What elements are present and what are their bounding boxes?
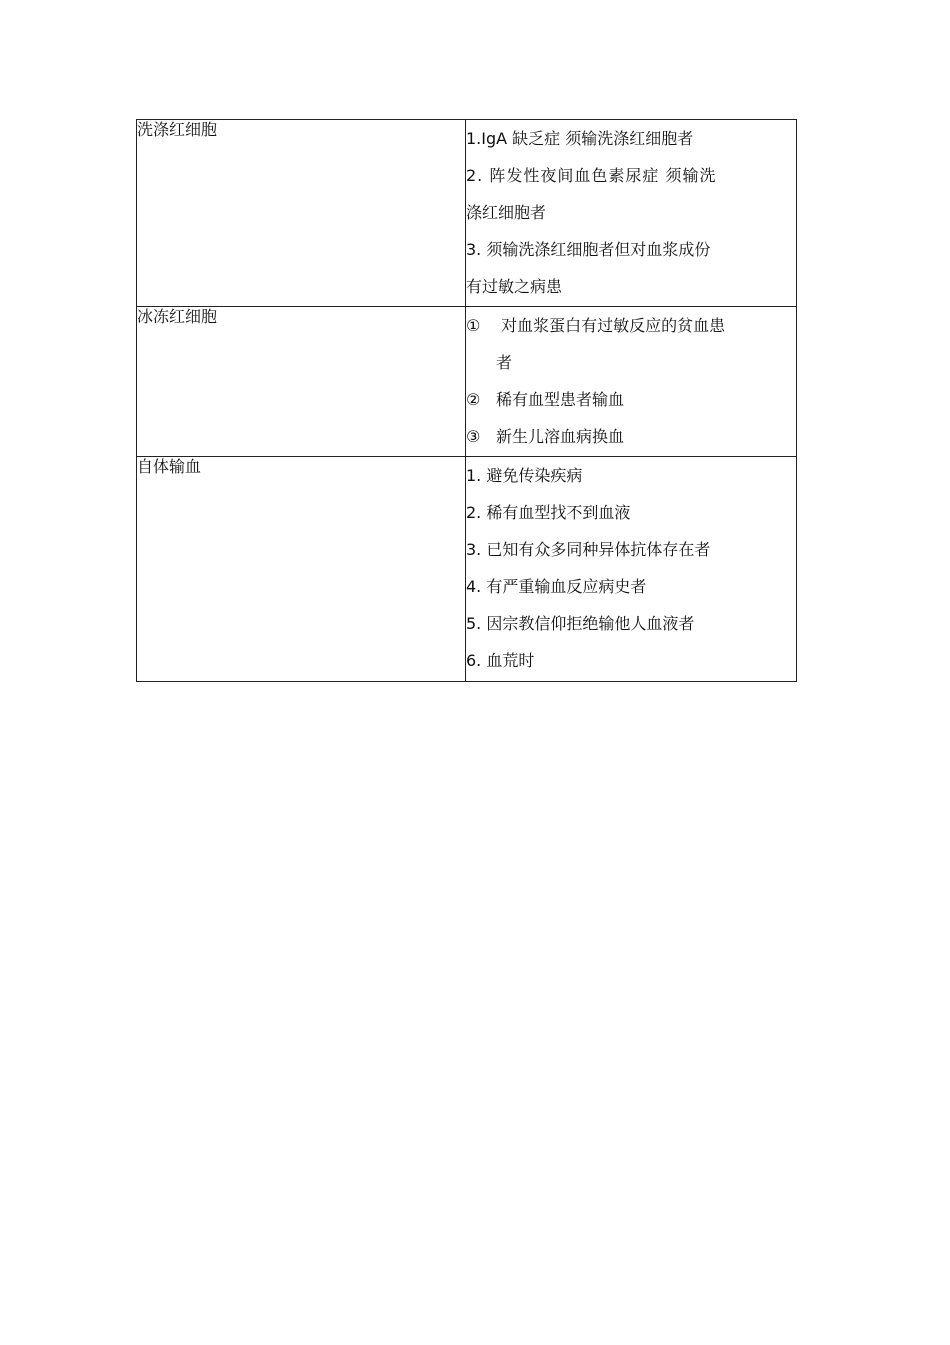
indication-line xyxy=(466,307,796,344)
category-cell xyxy=(137,120,466,307)
indication-line: 3. 已知有众多同种异体抗体存在者 xyxy=(466,540,711,559)
indication-text: 稀有血型患者输血 xyxy=(496,390,625,409)
category-label: 洗涤红细胞 xyxy=(137,120,218,139)
indications-cell xyxy=(466,120,797,307)
circled-number-marker: ① xyxy=(466,316,481,335)
indication-line: 2. 阵发性夜间血色素尿症 须输洗 xyxy=(466,166,717,185)
indication-line: 6. 血荒时 xyxy=(466,651,535,670)
indication-line: 涤红细胞者 xyxy=(466,203,547,222)
indication-line: 4. 有严重输血反应病史者 xyxy=(466,577,647,596)
indication-line: 1. 避免传染疾病 xyxy=(466,466,583,485)
indications-cell xyxy=(466,457,797,682)
indication-table xyxy=(136,119,797,682)
indication-line xyxy=(466,418,796,455)
category-cell xyxy=(137,457,466,682)
category-label: 自体输血 xyxy=(137,457,202,476)
indication-line: 者 xyxy=(496,353,513,372)
table-row xyxy=(137,457,797,682)
indication-line: 1.IgA 缺乏症 须输洗涤红细胞者 xyxy=(466,129,694,148)
indication-text: 对血浆蛋白有过敏反应的贫血患 xyxy=(496,316,726,335)
table-row xyxy=(137,307,797,457)
indication-text: 新生儿溶血病换血 xyxy=(496,427,625,446)
table-row xyxy=(137,120,797,307)
indication-line: 3. 须输洗涤红细胞者但对血浆成份 xyxy=(466,240,711,259)
indication-line: 有过敏之病患 xyxy=(466,277,563,296)
category-cell xyxy=(137,307,466,457)
indication-line xyxy=(466,381,796,418)
indication-line: 5. 因宗教信仰拒绝输他人血液者 xyxy=(466,614,695,633)
indications-cell xyxy=(466,307,797,457)
category-label: 冰冻红细胞 xyxy=(137,307,218,326)
circled-number-marker: ② xyxy=(466,390,481,409)
circled-number-marker: ③ xyxy=(466,427,481,446)
indication-line: 2. 稀有血型找不到血液 xyxy=(466,503,631,522)
